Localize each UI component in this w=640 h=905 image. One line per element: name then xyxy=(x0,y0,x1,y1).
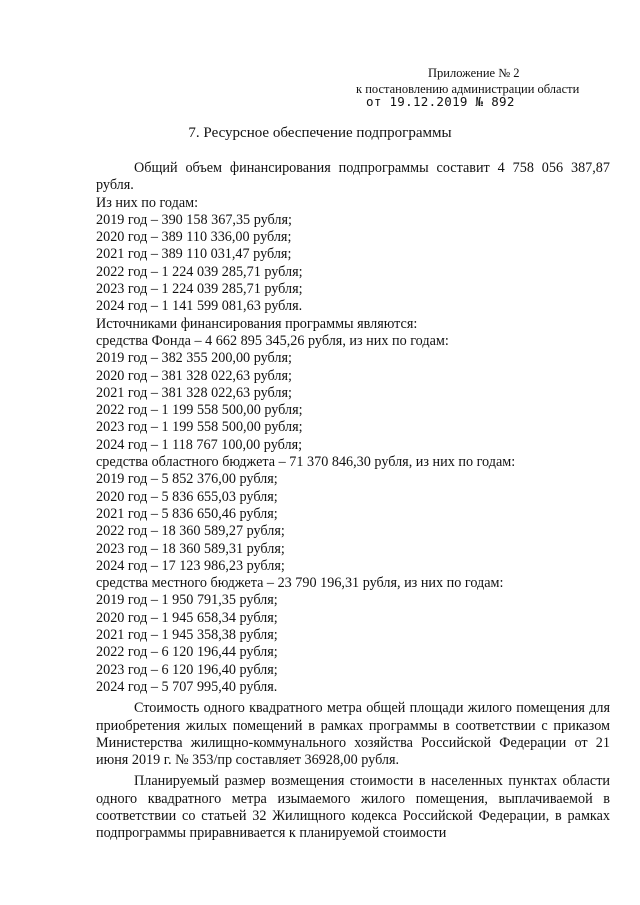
intro-line-continued: рубля. xyxy=(96,177,134,194)
by-years-label: Из них по годам: xyxy=(96,194,199,211)
list-item: 2022 год – 18 360 589,27 рубля; xyxy=(96,523,285,540)
list-item: 2024 год – 17 123 986,23 рубля; xyxy=(96,557,285,574)
list-item: 2024 год – 1 141 599 081,63 рубля. xyxy=(96,298,303,315)
list-item: 2022 год – 1 224 039 285,71 рубля; xyxy=(96,263,303,280)
list-item: 2023 год – 1 199 558 500,00 рубля; xyxy=(96,419,303,436)
list-item: 2023 год – 18 360 589,31 рубля; xyxy=(96,540,285,557)
list-item: 2020 год – 381 328 022,63 рубля; xyxy=(96,367,292,384)
list-item: 2023 год – 6 120 196,40 рубля; xyxy=(96,661,278,678)
compensation-paragraph: Планируемый размер возмещения стоимости в населенных пунктах области одного квадратного метра изымаемого жилого помещения, выплачиваемой в соответствии со статьей 32 Жилищного кодекса Российской Федерации, в рамках подпрограммы приравнивается к планируемой стоимости xyxy=(96,773,610,842)
document-body xyxy=(96,160,610,843)
list-item: 2020 год – 389 110 336,00 рубля; xyxy=(96,229,292,246)
intro-line: Общий объем финансирования подпрограммы составит 4 758 056 387,87 xyxy=(134,160,610,176)
regional-budget-label: средства областного бюджета – 71 370 846,30 рубля, из них по годам: xyxy=(96,454,516,471)
list-item: 2021 год – 389 110 031,47 рубля; xyxy=(96,246,292,263)
list-item: 2020 год – 1 945 658,34 рубля; xyxy=(96,609,278,626)
list-item: 2021 год – 1 945 358,38 рубля; xyxy=(96,627,278,644)
list-item: 2021 год – 381 328 022,63 рубля; xyxy=(96,384,292,401)
list-item: 2024 год – 5 707 995,40 рубля. xyxy=(96,678,278,695)
fund-by-year-list xyxy=(96,350,610,454)
fund-label: средства Фонда – 4 662 895 345,26 рубля, из них по годам: xyxy=(96,332,449,349)
list-item: 2022 год – 1 199 558 500,00 рубля; xyxy=(96,402,303,419)
cost-paragraph: Стоимость одного квадратного метра общей площади жилого помещения для приобретения жилых помещений в рамках программы в соответствии с приказом Министерства жилищно-коммунального хозяйства Российской Федерации от 21 июня 2019 г. № 353/пр составляет 36928,00 рубля. xyxy=(96,700,610,769)
list-item: 2019 год – 1 950 791,35 рубля; xyxy=(96,592,278,609)
list-item: 2023 год – 1 224 039 285,71 рубля; xyxy=(96,281,303,298)
list-item: 2020 год – 5 836 655,03 рубля; xyxy=(96,488,278,505)
total-by-year-list xyxy=(96,212,610,316)
sources-label: Источниками финансирования программы являются: xyxy=(96,315,418,332)
annex-date: от 19.12.2019 № 892 xyxy=(366,94,515,109)
local-budget-label: средства местного бюджета – 23 790 196,31 рубля, из них по годам: xyxy=(96,575,504,592)
regional-by-year-list xyxy=(96,471,610,575)
list-item: 2019 год – 390 158 367,35 рубля; xyxy=(96,211,292,228)
annex-title: Приложение № 2 xyxy=(428,66,520,80)
section-title: 7. Ресурсное обеспечение подпрограммы xyxy=(188,125,452,141)
list-item: 2024 год – 1 118 767 100,00 рубля; xyxy=(96,436,303,453)
list-item: 2019 год – 5 852 376,00 рубля; xyxy=(96,471,278,488)
list-item: 2022 год – 6 120 196,44 рубля; xyxy=(96,644,278,661)
list-item: 2019 год – 382 355 200,00 рубля; xyxy=(96,350,292,367)
list-item: 2021 год – 5 836 650,46 рубля; xyxy=(96,505,278,522)
local-by-year-list xyxy=(96,592,610,696)
annex-decree: к постановлению администрации области xyxy=(356,82,580,96)
